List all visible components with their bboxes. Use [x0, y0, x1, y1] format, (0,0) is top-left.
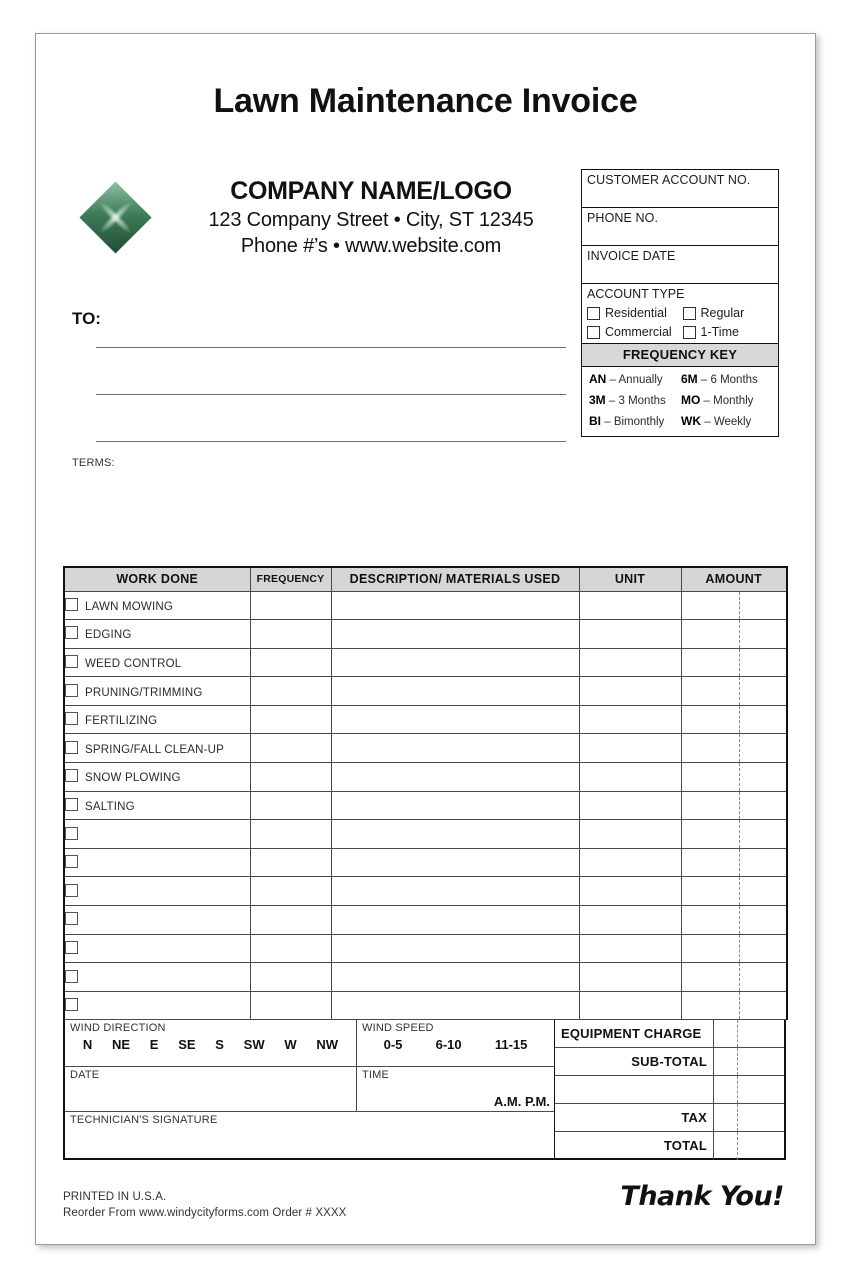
wind-direction-field[interactable] — [65, 1020, 357, 1066]
am-pm-label[interactable]: A.M. P.M. — [493, 1094, 550, 1110]
cell-description[interactable] — [331, 877, 579, 906]
cell-work-done[interactable] — [64, 620, 250, 649]
cell-work-done[interactable] — [64, 877, 250, 906]
total-value[interactable] — [713, 1020, 784, 1047]
cell-unit[interactable] — [579, 763, 681, 792]
line-items-section — [63, 566, 786, 1160]
cell-description[interactable] — [331, 620, 579, 649]
cents-divider — [737, 1132, 738, 1160]
wind-speed-label: WIND SPEED — [362, 1022, 434, 1035]
account-type-row-2 — [587, 325, 778, 339]
cell-unit[interactable] — [579, 991, 681, 1020]
checkbox-icon[interactable] — [65, 712, 78, 725]
cell-description[interactable] — [331, 705, 579, 734]
header-section — [36, 169, 815, 499]
checkbox-residential[interactable] — [587, 306, 683, 320]
cell-description[interactable] — [331, 677, 579, 706]
account-type-label: ACCOUNT TYPE — [587, 287, 685, 301]
cell-frequency[interactable] — [250, 848, 331, 877]
total-row — [555, 1104, 784, 1132]
customer-account-no-field[interactable]: CUSTOMER ACCOUNT NO. — [582, 170, 778, 208]
table-row — [64, 906, 787, 935]
frequency-key-item — [681, 414, 773, 428]
frequency-sep: – — [608, 395, 616, 407]
cell-work-done[interactable] — [64, 591, 250, 620]
page-title: Lawn Maintenance Invoice — [213, 82, 638, 120]
date-field[interactable] — [65, 1067, 357, 1111]
service-left-block — [65, 1020, 554, 1158]
table-row — [64, 677, 787, 706]
checkbox-icon[interactable] — [65, 598, 78, 611]
cell-amount[interactable] — [681, 991, 787, 1020]
cell-description[interactable] — [331, 934, 579, 963]
frequency-meaning: Annually — [618, 374, 663, 386]
cents-divider — [739, 792, 740, 820]
bill-to-line-1[interactable] — [96, 319, 566, 348]
cell-work-done[interactable] — [64, 906, 250, 935]
cell-unit[interactable] — [579, 877, 681, 906]
cell-amount[interactable] — [681, 591, 787, 620]
company-address: 123 Company Street • City, ST 12345 — [208, 209, 534, 231]
cents-divider — [739, 677, 740, 705]
column-header-frequency: FREQUENCY — [250, 567, 331, 591]
checkbox-icon[interactable] — [683, 326, 696, 339]
frequency-key-body — [582, 367, 778, 436]
checkbox-icon[interactable] — [65, 855, 78, 868]
cell-unit[interactable] — [579, 963, 681, 992]
total-label — [555, 1076, 713, 1103]
wind-speed-option-0[interactable]: 0-5 — [383, 1037, 403, 1053]
frequency-meaning: 6 Months — [710, 374, 758, 386]
frequency-key-item — [589, 393, 681, 407]
checkbox-icon[interactable] — [65, 970, 78, 983]
work-done-label: SNOW PLOWING — [85, 772, 181, 785]
frequency-meaning: 3 Months — [618, 395, 666, 407]
cell-description[interactable] — [331, 848, 579, 877]
checkbox-commercial-label: Commercial — [605, 325, 672, 339]
total-label: TAX — [681, 1110, 707, 1126]
cents-divider — [739, 849, 740, 877]
work-done-label: EDGING — [85, 629, 132, 642]
cell-description[interactable] — [331, 763, 579, 792]
table-row — [64, 648, 787, 677]
checkbox-icon[interactable] — [683, 307, 696, 320]
cell-unit[interactable] — [579, 848, 681, 877]
frequency-key-item — [589, 414, 681, 428]
column-header-unit: UNIT — [579, 567, 681, 591]
total-label: SUB-TOTAL — [631, 1054, 707, 1070]
reorder-info: Reorder From www.windycityforms.com Order # XXXX — [63, 1207, 347, 1220]
footer — [63, 1181, 786, 1222]
frequency-key-row — [589, 393, 773, 407]
cell-frequency[interactable] — [250, 705, 331, 734]
checkbox-icon[interactable] — [65, 998, 78, 1011]
cell-unit[interactable] — [579, 791, 681, 820]
date-label: DATE — [70, 1069, 100, 1082]
cell-description[interactable] — [331, 648, 579, 677]
cell-work-done[interactable] — [64, 677, 250, 706]
green-diamond-logo-icon — [79, 181, 151, 253]
company-block — [156, 177, 586, 258]
frequency-meaning: Weekly — [713, 416, 752, 428]
checkbox-icon[interactable] — [65, 684, 78, 697]
cell-amount[interactable] — [681, 934, 787, 963]
terms-label: TERMS: — [72, 457, 115, 469]
work-done-label: PRUNING/TRIMMING — [85, 686, 203, 699]
cell-work-done[interactable] — [64, 848, 250, 877]
frequency-key-row — [589, 372, 773, 386]
cell-description[interactable] — [331, 963, 579, 992]
cell-frequency[interactable] — [250, 677, 331, 706]
table-header-row — [64, 567, 787, 591]
date-time-row — [65, 1067, 554, 1112]
cell-frequency[interactable] — [250, 791, 331, 820]
cell-work-done[interactable] — [64, 734, 250, 763]
table-row — [64, 991, 787, 1020]
column-header-work-done: WORK DONE — [64, 567, 250, 591]
wind-speed-options[interactable] — [357, 1034, 554, 1052]
frequency-key-item — [681, 372, 773, 386]
time-field[interactable] — [357, 1067, 554, 1111]
phone-no-field[interactable]: PHONE NO. — [582, 208, 778, 246]
cell-frequency[interactable] — [250, 763, 331, 792]
cents-divider — [737, 1104, 738, 1131]
table-row — [64, 620, 787, 649]
frequency-code: 3M — [589, 393, 606, 407]
cents-divider — [739, 877, 740, 905]
frequency-key-title: FREQUENCY KEY — [582, 344, 778, 367]
cell-frequency[interactable] — [250, 591, 331, 620]
cents-divider — [739, 992, 740, 1020]
cents-divider — [739, 649, 740, 677]
wind-direction-option-4[interactable]: S — [215, 1037, 224, 1053]
cell-description[interactable] — [331, 591, 579, 620]
company-contact: Phone #’s • www.website.com — [240, 235, 502, 257]
cell-description[interactable] — [331, 991, 579, 1020]
cents-divider — [739, 706, 740, 734]
account-type-group — [582, 284, 778, 344]
cell-frequency[interactable] — [250, 906, 331, 935]
signature-field[interactable] — [65, 1112, 554, 1159]
cell-description[interactable] — [331, 820, 579, 849]
total-row — [555, 1048, 784, 1076]
checkbox-icon[interactable] — [587, 307, 600, 320]
work-done-label: LAWN MOWING — [85, 600, 174, 613]
invoice-info-box — [581, 169, 779, 437]
service-details-section — [63, 1020, 786, 1160]
frequency-code: WK — [681, 414, 701, 428]
total-value[interactable] — [713, 1076, 784, 1103]
checkbox-icon[interactable] — [65, 941, 78, 954]
wind-direction-options[interactable] — [65, 1034, 356, 1052]
wind-speed-option-2[interactable]: 11-15 — [494, 1037, 528, 1053]
frequency-code: 6M — [681, 372, 698, 386]
cents-divider — [739, 906, 740, 934]
checkbox-icon[interactable] — [65, 655, 78, 668]
column-header-amount: AMOUNT — [681, 567, 787, 591]
frequency-code: MO — [681, 393, 701, 407]
cell-work-done[interactable] — [64, 820, 250, 849]
cell-work-done[interactable] — [64, 791, 250, 820]
wind-direction-option-7[interactable]: NW — [316, 1037, 339, 1053]
checkbox-residential-label: Residential — [605, 306, 667, 320]
wind-row — [65, 1020, 554, 1067]
totals-block — [554, 1020, 784, 1158]
column-header-description: DESCRIPTION/ MATERIALS USED — [331, 567, 579, 591]
cell-amount[interactable] — [681, 677, 787, 706]
checkbox-regular[interactable] — [683, 306, 779, 320]
frequency-sep: – — [609, 374, 616, 386]
table-row — [64, 791, 787, 820]
cell-work-done[interactable] — [64, 648, 250, 677]
cell-work-done[interactable] — [64, 934, 250, 963]
checkbox-commercial[interactable] — [587, 325, 683, 339]
work-done-label: SALTING — [85, 800, 135, 813]
frequency-code: AN — [589, 372, 607, 386]
cents-divider — [739, 620, 740, 648]
table-row — [64, 734, 787, 763]
cell-amount[interactable] — [681, 906, 787, 935]
table-row — [64, 848, 787, 877]
cell-unit[interactable] — [579, 620, 681, 649]
cents-divider — [739, 820, 740, 848]
wind-speed-field[interactable] — [357, 1020, 554, 1066]
cents-divider — [737, 1076, 738, 1103]
wind-direction-option-1[interactable]: NE — [111, 1037, 131, 1053]
work-done-label: WEED CONTROL — [85, 657, 182, 670]
work-done-label: SPRING/FALL CLEAN-UP — [85, 743, 225, 756]
table-row — [64, 934, 787, 963]
frequency-meaning: Bimonthly — [613, 416, 665, 428]
company-name: COMPANY NAME/LOGO — [230, 177, 512, 205]
wind-direction-option-6[interactable]: W — [284, 1037, 297, 1053]
cents-divider — [737, 1048, 738, 1075]
cell-description[interactable] — [331, 906, 579, 935]
cell-work-done[interactable] — [64, 963, 250, 992]
total-label: EQUIPMENT CHARGE — [561, 1026, 702, 1042]
checkbox-icon[interactable] — [65, 769, 78, 782]
cell-work-done[interactable] — [64, 991, 250, 1020]
wind-direction-label: WIND DIRECTION — [70, 1022, 166, 1035]
cell-unit[interactable] — [579, 934, 681, 963]
checkbox-icon[interactable] — [65, 884, 78, 897]
frequency-key-row — [589, 414, 773, 428]
table-row — [64, 963, 787, 992]
wind-direction-option-5[interactable]: SW — [243, 1037, 265, 1053]
checkbox-icon[interactable] — [65, 827, 78, 840]
checkbox-one-time-label: 1-Time — [700, 325, 739, 339]
frequency-code: BI — [589, 414, 601, 428]
bill-to-line-2[interactable] — [96, 366, 566, 395]
cents-divider — [739, 935, 740, 963]
account-type-row-1 — [587, 306, 778, 320]
cell-frequency[interactable] — [250, 991, 331, 1020]
bill-to-line-3[interactable] — [96, 413, 566, 442]
checkbox-icon[interactable] — [65, 912, 78, 925]
cell-unit[interactable] — [579, 906, 681, 935]
wind-direction-option-3[interactable]: SE — [178, 1037, 196, 1053]
wind-direction-option-0[interactable]: N — [82, 1037, 93, 1053]
cell-unit[interactable] — [579, 648, 681, 677]
printed-in-usa: PRINTED IN U.S.A. — [63, 1190, 167, 1203]
checkbox-one-time[interactable] — [683, 325, 779, 339]
cell-frequency[interactable] — [250, 963, 331, 992]
cell-amount[interactable] — [681, 648, 787, 677]
checkbox-icon[interactable] — [587, 326, 600, 339]
cents-divider — [739, 963, 740, 991]
checkbox-icon[interactable] — [65, 741, 78, 754]
frequency-sep: – — [700, 374, 708, 386]
cell-unit[interactable] — [579, 820, 681, 849]
cell-amount[interactable] — [681, 820, 787, 849]
cell-amount[interactable] — [681, 791, 787, 820]
bill-to-label: TO: — [72, 309, 101, 328]
frequency-key-item — [589, 372, 681, 386]
cell-amount[interactable] — [681, 734, 787, 763]
cell-frequency[interactable] — [250, 620, 331, 649]
table-row — [64, 763, 787, 792]
total-row — [555, 1132, 784, 1160]
cell-frequency[interactable] — [250, 877, 331, 906]
table-row — [64, 705, 787, 734]
checkbox-icon[interactable] — [65, 798, 78, 811]
work-done-label: FERTILIZING — [85, 715, 158, 728]
cell-frequency[interactable] — [250, 734, 331, 763]
table-row — [64, 877, 787, 906]
checkbox-regular-label: Regular — [700, 306, 745, 320]
table-row — [64, 591, 787, 620]
total-row — [555, 1020, 784, 1048]
frequency-sep: – — [703, 395, 710, 407]
invoice-page — [35, 33, 816, 1245]
table-row — [64, 820, 787, 849]
cell-amount[interactable] — [681, 963, 787, 992]
bill-to-lines[interactable] — [96, 319, 566, 460]
cell-amount[interactable] — [681, 877, 787, 906]
wind-speed-option-1[interactable]: 6-10 — [435, 1037, 462, 1053]
frequency-sep: – — [604, 416, 611, 428]
wind-direction-option-2[interactable]: E — [149, 1037, 159, 1053]
frequency-sep: – — [704, 416, 711, 428]
total-value[interactable] — [713, 1104, 784, 1131]
total-label: TOTAL — [663, 1138, 707, 1154]
invoice-date-field[interactable]: INVOICE DATE — [582, 246, 778, 284]
thank-you-text: Thank You! — [620, 1181, 784, 1212]
cell-frequency[interactable] — [250, 820, 331, 849]
cell-amount[interactable] — [681, 620, 787, 649]
cell-frequency[interactable] — [250, 934, 331, 963]
line-items-table — [63, 566, 788, 1020]
cell-unit[interactable] — [579, 734, 681, 763]
cell-amount[interactable] — [681, 763, 787, 792]
total-value[interactable] — [713, 1132, 784, 1160]
company-logo — [80, 182, 152, 254]
cell-frequency[interactable] — [250, 648, 331, 677]
cents-divider — [739, 734, 740, 762]
frequency-key-item — [681, 393, 773, 407]
cell-amount[interactable] — [681, 705, 787, 734]
cents-divider — [739, 763, 740, 791]
cents-divider — [737, 1020, 738, 1047]
total-row — [555, 1076, 784, 1104]
cell-description[interactable] — [331, 734, 579, 763]
cell-unit[interactable] — [579, 677, 681, 706]
checkbox-icon[interactable] — [65, 626, 78, 639]
frequency-meaning: Monthly — [713, 395, 754, 407]
cell-work-done[interactable] — [64, 705, 250, 734]
cell-amount[interactable] — [681, 848, 787, 877]
signature-label: TECHNICIAN'S SIGNATURE — [70, 1114, 218, 1127]
table-body — [64, 591, 787, 1020]
cell-work-done[interactable] — [64, 763, 250, 792]
time-label: TIME — [362, 1069, 390, 1082]
cell-description[interactable] — [331, 791, 579, 820]
cell-unit[interactable] — [579, 705, 681, 734]
cell-unit[interactable] — [579, 591, 681, 620]
total-value[interactable] — [713, 1048, 784, 1075]
cents-divider — [739, 592, 740, 620]
